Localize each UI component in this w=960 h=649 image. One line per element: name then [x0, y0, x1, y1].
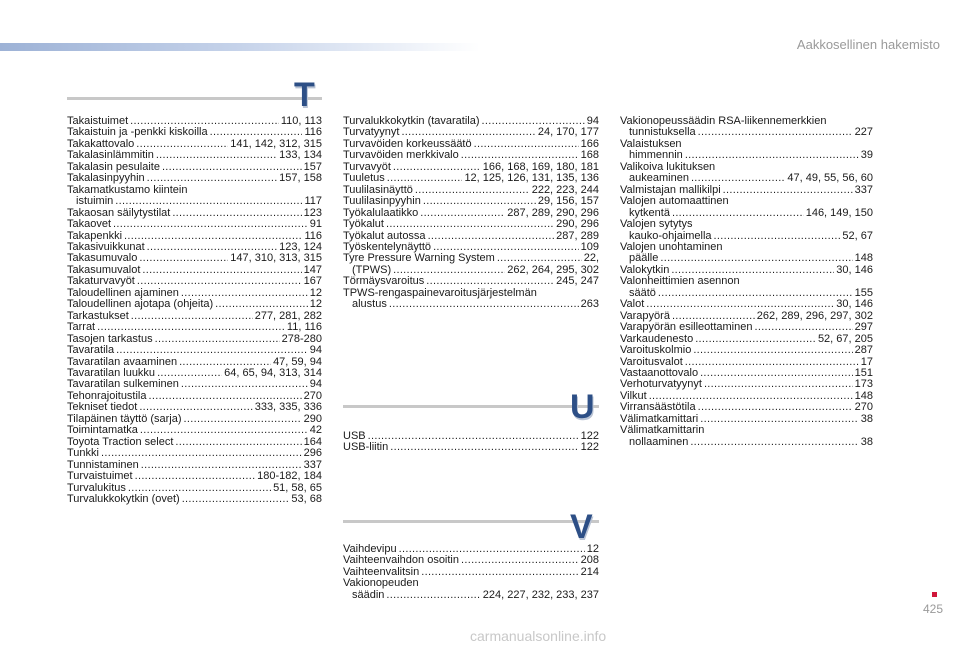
page-references: 38	[860, 412, 873, 425]
index-term: Tavaratilan sulkeminen	[67, 378, 179, 391]
index-term: (TPWS)	[352, 263, 392, 276]
index-entry	[620, 196, 873, 219]
page-references: 17	[860, 355, 873, 368]
index-term: Valonheittimien asennon	[620, 275, 740, 288]
leader-dots	[135, 471, 256, 482]
index-term: Vakionopeussäädin RSA-liikennemerkkien	[620, 115, 827, 127]
index-term: Turvavyöt	[343, 160, 391, 173]
page-references: 39	[860, 149, 873, 162]
index-entry-line	[67, 494, 322, 505]
page-references: 22,	[583, 252, 599, 265]
leader-dots	[140, 425, 308, 436]
index-entry	[67, 471, 322, 482]
index-term: Takaovet	[67, 218, 112, 231]
index-column-1	[67, 116, 322, 505]
page-references: 47, 49, 55, 56, 60	[787, 172, 873, 185]
index-term: Taloudellinen ajaminen	[67, 286, 179, 299]
page-references: 333, 335, 336	[254, 401, 322, 414]
index-term: kytkentä	[629, 206, 670, 219]
index-term: Valokytkin	[620, 263, 670, 276]
index-term: Tuuletus	[343, 172, 385, 185]
index-term: Varoitusvalot	[620, 355, 683, 368]
leader-dots	[700, 368, 853, 379]
leader-dots	[101, 448, 302, 459]
index-term: Tunkki	[67, 447, 99, 460]
index-term: Työkalulaatikko	[343, 206, 419, 219]
leader-dots	[124, 231, 302, 242]
index-entry	[343, 196, 599, 207]
leader-dots	[139, 253, 228, 264]
leader-dots	[172, 208, 301, 219]
page-references: 270	[854, 401, 873, 414]
index-term: Takaosan säilytystilat	[67, 206, 171, 219]
index-term: Valojen sytytys	[620, 218, 693, 231]
leader-dots	[691, 173, 785, 184]
page-references: 116	[304, 229, 322, 242]
page-references: 123	[303, 206, 322, 219]
section-divider-u	[343, 405, 599, 408]
index-entry-line	[620, 288, 873, 299]
index-entry	[620, 116, 873, 139]
page-references: 263	[580, 298, 599, 311]
index-entry	[343, 173, 599, 184]
index-term: Vilkut	[620, 389, 647, 402]
index-term: Tilapäinen täyttö (sarja)	[67, 412, 182, 425]
index-term: Takalasinlämmitin	[67, 149, 154, 162]
index-entry-line	[67, 219, 322, 230]
leader-dots	[723, 185, 853, 196]
index-term: Tuulilasinäyttö	[343, 183, 413, 196]
leader-dots	[415, 185, 530, 196]
leader-dots	[428, 231, 555, 242]
index-term: istuimin	[76, 195, 114, 208]
index-term: Varoituskolmio	[620, 344, 692, 357]
index-entry	[620, 299, 873, 310]
leader-dots	[386, 219, 554, 230]
leader-dots	[754, 322, 852, 333]
page-references: 117	[304, 195, 322, 208]
page-references: 151	[854, 366, 873, 379]
page-references: 147	[303, 263, 322, 276]
page-references: 141, 142, 312, 315	[230, 137, 322, 150]
page-references: 42	[309, 424, 322, 437]
page-references: 155	[854, 286, 873, 299]
leader-dots	[685, 357, 859, 368]
index-term: Tavaratilan luukku	[67, 366, 156, 379]
index-term: Tyre Pressure Warning System	[343, 252, 495, 265]
page-references: 290, 296	[556, 218, 599, 231]
section-letter-v: V	[570, 508, 593, 546]
page-references: 109	[580, 240, 599, 253]
index-term: Työkalut autossa	[343, 229, 426, 242]
index-term: Turvalukitus	[67, 481, 126, 494]
index-entry-line	[620, 437, 873, 448]
index-term: Takasumuvalot	[67, 263, 141, 276]
index-term: päälle	[629, 252, 659, 265]
index-term: Taloudellinen ajotapa (ohjeita)	[67, 298, 214, 311]
leader-dots	[474, 139, 579, 150]
page-references: 148	[854, 389, 873, 402]
index-term: Takakattovalo	[67, 137, 135, 150]
index-entry	[67, 185, 322, 208]
index-entry	[67, 448, 322, 459]
index-term: kauko-ohjaimella	[629, 229, 712, 242]
index-entry	[67, 219, 322, 230]
index-term: Työkalut	[343, 218, 384, 231]
section-divider-v	[343, 520, 599, 523]
page-references: 287	[854, 344, 873, 357]
page-references: 11, 116	[286, 321, 322, 334]
index-term: Valot	[620, 298, 645, 311]
index-entry-line	[67, 196, 322, 207]
index-term: Tarrat	[67, 321, 96, 334]
index-entry-line	[620, 299, 873, 310]
index-term: tunnistuksella	[629, 126, 696, 139]
index-term: Työskentelynäyttö	[343, 240, 432, 253]
page-references: 146, 149, 150	[805, 206, 873, 219]
index-entry-line	[620, 173, 873, 184]
leader-dots	[660, 253, 852, 264]
page-references: 208	[580, 554, 599, 567]
watermark: carmanualsonline.info	[470, 628, 607, 644]
index-entry	[67, 311, 322, 322]
page-references: 297	[854, 321, 873, 334]
index-entry	[67, 425, 322, 436]
index-entry-line	[67, 425, 322, 436]
page-references: 337	[303, 458, 322, 471]
index-term: Varkaudenesto	[620, 332, 694, 345]
index-term: Törmäysvaroitus	[343, 275, 425, 288]
index-term: himmennin	[629, 149, 683, 162]
index-term: Valojen automaattinen	[620, 195, 729, 208]
index-entry-line	[343, 196, 599, 207]
index-term: Toimintamatka	[67, 424, 138, 437]
page-references: 148	[854, 252, 873, 265]
header-gradient-bar	[0, 43, 480, 51]
index-entry	[620, 322, 873, 333]
index-term: alustus	[352, 298, 387, 311]
page-references: 53, 68	[291, 492, 322, 505]
index-term: Välimatkamittari	[620, 412, 699, 425]
page-references: 123, 124	[279, 240, 322, 253]
page-references: 116	[304, 126, 322, 139]
page-references: 51, 58, 65	[273, 481, 322, 494]
index-term: Vaihteenvaihdon osoitin	[343, 554, 459, 567]
page-references: 133, 134	[279, 149, 322, 162]
index-entry-line	[67, 448, 322, 459]
index-entry	[620, 219, 873, 242]
index-term: Välimatkamittarin	[620, 424, 705, 437]
index-entry-line	[343, 173, 599, 184]
index-entry-line	[67, 173, 322, 184]
index-term: Tavaratila	[67, 344, 115, 357]
page-references: 29, 156, 157	[537, 195, 599, 208]
index-column-v	[343, 544, 599, 601]
leader-dots	[175, 437, 301, 448]
index-entry-line	[67, 471, 322, 482]
index-term: aukeaminen	[629, 172, 689, 185]
page-references: 245, 247	[556, 275, 599, 288]
index-term: Vastaanottovalo	[620, 366, 699, 379]
index-term: Turvalukkokytkin (tavaratila)	[343, 115, 480, 127]
page-references: 166, 168, 169, 180, 181	[482, 160, 599, 173]
page-references: 38	[860, 435, 873, 448]
page-references: 168	[580, 149, 599, 162]
index-term: Varapyörä	[620, 309, 670, 322]
leader-dots	[698, 127, 853, 138]
index-entry	[67, 494, 322, 505]
index-entry	[343, 219, 599, 230]
leader-dots	[423, 196, 536, 207]
index-term: Tehonrajoitustila	[67, 389, 147, 402]
page-references: 337	[854, 183, 873, 196]
leader-dots	[658, 288, 853, 299]
leader-dots	[155, 334, 280, 345]
leader-dots	[156, 150, 277, 161]
index-term: Vaihteenvalitsin	[343, 565, 420, 578]
index-column-3	[620, 116, 873, 448]
index-entry-line	[67, 345, 322, 356]
page-references: 30, 146	[836, 298, 873, 311]
leader-dots	[116, 345, 308, 356]
index-term: Vaihdevipu	[343, 543, 397, 555]
leader-dots	[420, 208, 505, 219]
leader-dots	[714, 231, 841, 242]
page-marker	[932, 592, 937, 597]
page-references: 94	[309, 378, 322, 391]
page-references: 64, 65, 94, 313, 314	[224, 366, 322, 379]
leader-dots	[421, 567, 578, 578]
page-references: 12, 125, 126, 131, 135, 136	[464, 172, 599, 185]
page-references: 277, 281, 282	[254, 309, 322, 322]
page-references: 173	[854, 378, 873, 391]
index-term: Tekniset tiedot	[67, 401, 138, 414]
page-references: 24, 170, 177	[537, 126, 599, 139]
index-term: Takasumuvalo	[67, 252, 138, 265]
index-term: Turvatyynyt	[343, 126, 400, 139]
leader-dots	[387, 173, 463, 184]
index-term: nollaaminen	[629, 435, 689, 448]
index-entry	[343, 442, 599, 453]
leader-dots	[461, 555, 579, 566]
index-term: Takaistuimet	[67, 115, 129, 127]
index-term: Toyota Traction select	[67, 435, 174, 448]
leader-dots	[97, 322, 285, 333]
index-column-u	[343, 431, 599, 454]
index-entry-line	[620, 322, 873, 333]
page-references: 94	[586, 115, 599, 127]
index-term: Vakionopeuden	[343, 577, 419, 590]
page-references: 94	[309, 344, 322, 357]
page-references: 227	[854, 126, 873, 139]
page-references: 47, 59, 94	[273, 355, 322, 368]
index-entry	[620, 242, 873, 265]
page-references: 122	[580, 441, 599, 454]
leader-dots	[147, 173, 278, 184]
index-entry	[620, 162, 873, 185]
leader-dots	[704, 379, 853, 390]
index-term: Verhoturvatyynyt	[620, 378, 702, 391]
index-entry	[620, 379, 873, 390]
index-term: Tavaratilan avaaminen	[67, 355, 178, 368]
index-entry	[620, 276, 873, 299]
index-term: Tasojen tarkastus	[67, 332, 153, 345]
page-header-title: Aakkosellinen hakemisto	[796, 37, 940, 52]
index-term: Tunnistaminen	[67, 458, 139, 471]
page-references: 287, 289, 290, 296	[507, 206, 599, 219]
index-entry-line	[343, 590, 599, 601]
page-references: 214	[580, 565, 599, 578]
index-entry	[67, 345, 322, 356]
index-entry-line	[343, 219, 599, 230]
page-references: 110, 113	[280, 115, 322, 127]
page-references: 52, 67	[842, 229, 873, 242]
leader-dots	[690, 437, 858, 448]
page-references: 296	[303, 447, 322, 460]
page-number: 425	[923, 602, 944, 616]
leader-dots	[184, 414, 302, 425]
page-references: 52, 67, 205	[817, 332, 873, 345]
page-references: 157	[303, 160, 322, 173]
index-term: Valikoiva lukituksen	[620, 160, 716, 173]
page-references: 222, 223, 244	[531, 183, 599, 196]
page-references: 270	[303, 389, 322, 402]
index-term: Virransäästötila	[620, 401, 696, 414]
section-letter-u: U	[570, 388, 595, 426]
index-term: Takalasin pesulaite	[67, 160, 160, 173]
leader-dots	[115, 196, 302, 207]
index-term: Valmistajan mallikilpi	[620, 183, 721, 196]
index-term: Takaistuin ja -penkki kiskoilla	[67, 126, 208, 139]
leader-dots	[113, 219, 308, 230]
section-divider-t	[67, 97, 322, 100]
index-entry-line	[67, 299, 322, 310]
index-term: säätö	[629, 286, 656, 299]
index-entry-line	[343, 299, 599, 310]
index-term: Turvaistuimet	[67, 470, 133, 483]
index-term: Valaistuksen	[620, 137, 682, 150]
page-references: 12	[586, 543, 599, 555]
index-entry	[343, 288, 599, 311]
index-entry	[620, 345, 873, 356]
index-entry	[67, 299, 322, 310]
index-term: Turvavöiden merkkivalo	[343, 149, 459, 162]
leader-dots	[700, 414, 859, 425]
index-term: Turvalukkokytkin (ovet)	[67, 492, 180, 505]
index-entry-line	[67, 311, 322, 322]
page-references: 157, 158	[279, 172, 322, 185]
page-references: 122	[580, 430, 599, 442]
leader-dots	[386, 590, 480, 601]
leader-dots	[131, 311, 253, 322]
page-references: 147, 310, 313, 315	[230, 252, 322, 265]
index-entry-line	[67, 322, 322, 333]
page-references: 166	[580, 137, 599, 150]
leader-dots	[215, 299, 308, 310]
page-references: 164	[303, 435, 322, 448]
index-term: TPWS-rengaspainevaroitusjärjestelmän	[343, 286, 537, 299]
index-term: USB	[343, 430, 366, 442]
leader-dots	[389, 299, 579, 310]
page-references: 180-182, 184	[257, 470, 322, 483]
leader-dots	[695, 334, 816, 345]
index-term: Valojen unohtaminen	[620, 240, 723, 253]
index-entry	[67, 173, 322, 184]
index-term: Tuulilasinpyyhin	[343, 195, 421, 208]
index-term: Takalasinpyyhin	[67, 172, 145, 185]
page-references: 290	[303, 412, 322, 425]
index-entry	[67, 322, 322, 333]
index-entry	[620, 139, 873, 162]
index-entry	[620, 425, 873, 448]
index-column-2	[343, 116, 599, 311]
page-references: 287, 289	[556, 229, 599, 242]
index-entry-line	[620, 345, 873, 356]
index-entry-line	[67, 437, 322, 448]
index-term: Turvavöiden korkeussäätö	[343, 137, 472, 150]
leader-dots	[698, 402, 853, 413]
leader-dots	[368, 431, 579, 442]
page-references: 278-280	[281, 332, 322, 345]
section-letter-t: T	[294, 76, 315, 114]
leader-dots	[181, 379, 308, 390]
index-term: Takapenkki	[67, 229, 123, 242]
page-references: 91	[309, 218, 322, 231]
index-term: USB-liitin	[343, 441, 389, 454]
leader-dots	[390, 442, 578, 453]
index-term: Takaturvavyöt	[67, 275, 135, 288]
page-references: 262, 289, 296, 297, 302	[756, 309, 873, 322]
index-entry	[343, 253, 599, 276]
page-references: 167	[303, 275, 322, 288]
index-term: Takamatkustamo kiintein	[67, 183, 188, 196]
index-term: Tarkastukset	[67, 309, 129, 322]
leader-dots	[646, 299, 834, 310]
page-references: 12	[309, 286, 322, 299]
page-references: 224, 227, 232, 233, 237	[482, 588, 599, 601]
index-entry-line	[343, 442, 599, 453]
page-references: 262, 264, 295, 302	[507, 263, 599, 276]
index-entry-line	[620, 379, 873, 390]
leader-dots	[142, 265, 301, 276]
index-entry	[343, 578, 599, 601]
leader-dots	[693, 345, 852, 356]
leader-dots	[182, 494, 290, 505]
index-entry	[67, 437, 322, 448]
page-references: 12	[309, 298, 322, 311]
page-references: 30, 146	[836, 263, 873, 276]
index-term: säädin	[352, 588, 385, 601]
index-term: Takasivuikkunat	[67, 240, 145, 253]
index-term: Varapyörän esilleottaminen	[620, 321, 753, 334]
